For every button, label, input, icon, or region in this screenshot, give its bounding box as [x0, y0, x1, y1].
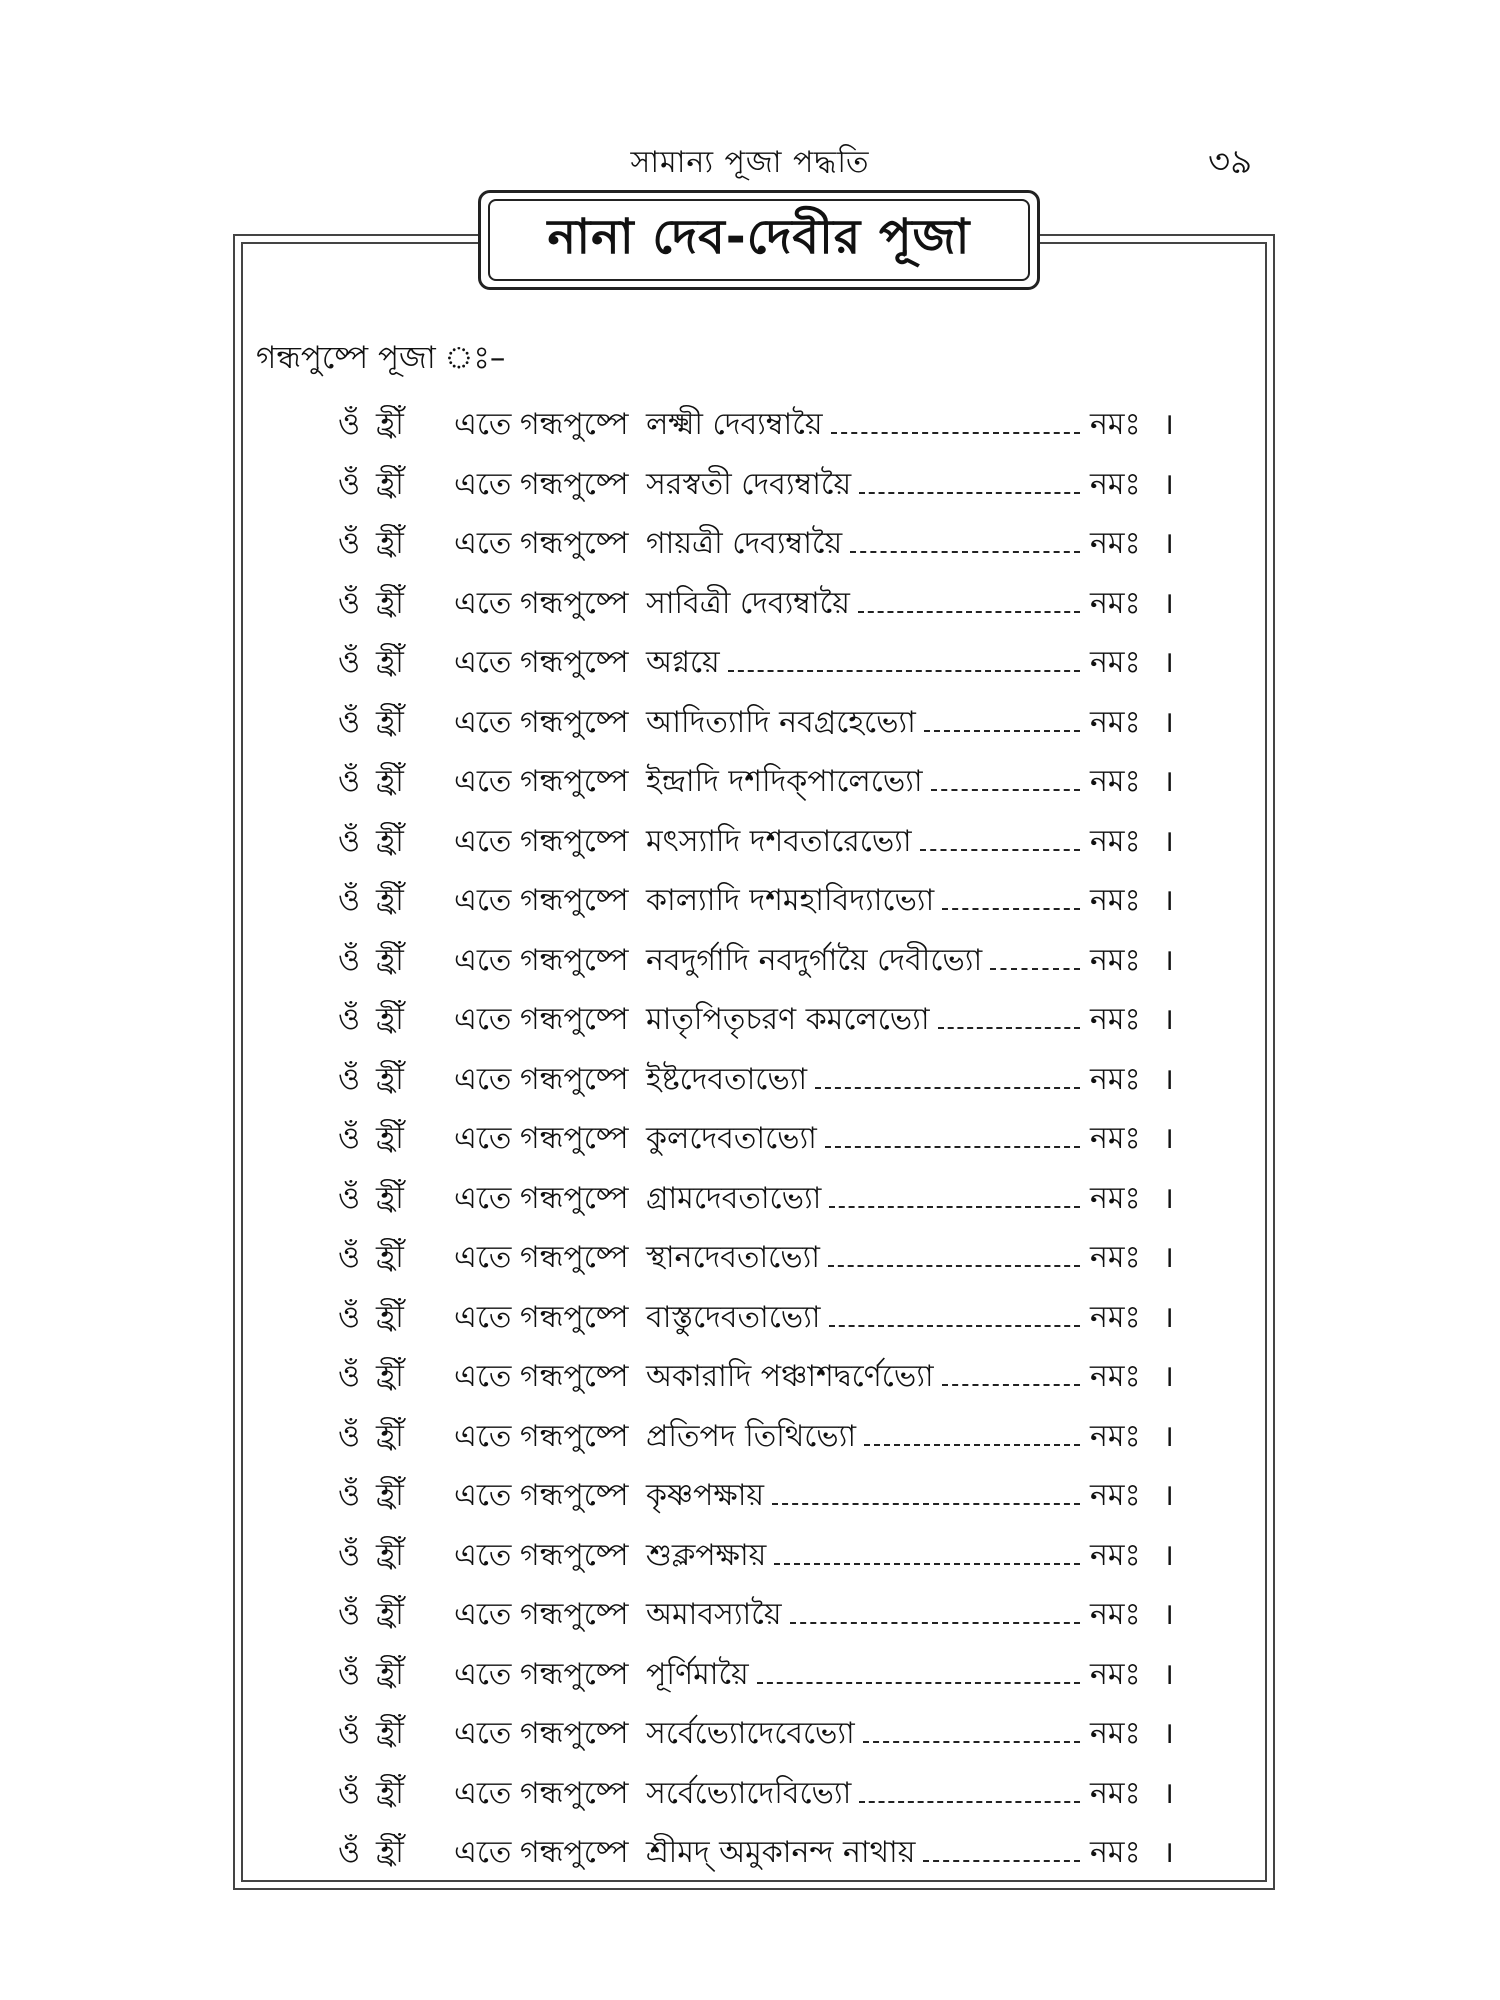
dotted-leader — [931, 789, 1080, 791]
mantra-om: ওঁ — [338, 1835, 361, 1870]
mantra-seed-syllable: হ্রীঁ — [376, 1656, 404, 1692]
mantra-seed-syllable: হ্রীঁ — [376, 1180, 404, 1216]
mantra-etat: এতে — [454, 1002, 512, 1037]
mantra-om: ওঁ — [338, 1716, 361, 1751]
mantra-deity: অগ্নয়ে — [646, 645, 720, 680]
mantra-danda: । — [1162, 585, 1174, 621]
mantra-deity: সাবিত্রী দেব্যম্বায়ৈ — [646, 585, 850, 621]
mantra-om: ওঁ — [338, 1061, 361, 1097]
mantra-namah: নমঃ — [1090, 407, 1141, 442]
mantra-om: ওঁ — [338, 764, 361, 799]
dotted-leader — [863, 1741, 1080, 1743]
mantra-offering: গন্ধপুষ্পে — [520, 1002, 629, 1037]
mantra-deity: ইষ্টদেবতাভ্যো — [646, 1061, 808, 1097]
mantra-seed-syllable: হ্রীঁ — [376, 645, 404, 680]
mantra-namah: নমঃ — [1090, 1775, 1141, 1811]
mantra-etat: এতে — [454, 1121, 512, 1156]
mantra-seed-syllable: হ্রীঁ — [376, 407, 404, 442]
dotted-leader — [859, 1801, 1080, 1803]
mantra-deity: কাল্যাদি দশমহাবিদ্যাভ্যো — [646, 883, 935, 918]
mantra-deity: গ্রামদেবতাভ্যো — [646, 1180, 822, 1216]
mantra-seed-syllable: হ্রীঁ — [376, 1061, 404, 1097]
mantra-deity: লক্ষ্মী দেব্যম্বায়ৈ — [646, 407, 823, 442]
mantra-seed-syllable: হ্রীঁ — [376, 1597, 404, 1632]
mantra-seed-syllable: হ্রীঁ — [376, 1121, 404, 1156]
mantra-deity: শুক্লপক্ষায় — [646, 1537, 767, 1573]
dotted-leader — [774, 1563, 1080, 1565]
section-heading: গন্ধপুষ্পে পূজা ঃ– — [256, 340, 506, 376]
mantra-namah: নমঃ — [1090, 1716, 1141, 1751]
mantra-etat: এতে — [454, 883, 512, 918]
mantra-deity: অকারাদি পঞ্চাশদ্বর্ণেভ্যো — [646, 1359, 934, 1394]
mantra-row — [338, 1114, 1174, 1174]
mantra-deity: সর্বেভ্যোদেবেভ্যো — [646, 1716, 855, 1751]
mantra-offering: গন্ধপুষ্পে — [520, 704, 629, 740]
mantra-namah: নমঃ — [1090, 1656, 1141, 1692]
mantra-etat: এতে — [454, 1240, 512, 1275]
mantra-etat: এতে — [454, 1061, 512, 1097]
mantra-om: ওঁ — [338, 1299, 361, 1335]
mantra-danda: । — [1162, 704, 1174, 740]
mantra-etat: এতে — [454, 1597, 512, 1632]
mantra-deity: বাস্তুদেবতাভ্যো — [646, 1299, 821, 1335]
mantra-offering: গন্ধপুষ্পে — [520, 1537, 629, 1573]
mantra-om: ওঁ — [338, 407, 361, 442]
mantra-offering: গন্ধপুষ্পে — [520, 645, 629, 680]
mantra-namah: নমঃ — [1090, 585, 1141, 621]
mantra-etat: এতে — [454, 942, 512, 978]
mantra-namah: নমঃ — [1090, 1478, 1141, 1513]
mantra-etat: এতে — [454, 1359, 512, 1394]
mantra-om: ওঁ — [338, 1418, 361, 1454]
mantra-seed-syllable: হ্রীঁ — [376, 1835, 404, 1870]
mantra-namah: নমঃ — [1090, 1835, 1141, 1870]
mantra-etat: এতে — [454, 1180, 512, 1216]
mantra-row — [338, 936, 1174, 996]
mantra-danda: । — [1162, 1597, 1174, 1632]
mantra-offering: গন্ধপুষ্পে — [520, 1180, 629, 1216]
mantra-namah: নমঃ — [1090, 1002, 1141, 1037]
mantra-offering: গন্ধপুষ্পে — [520, 1418, 629, 1454]
dotted-leader — [829, 1325, 1081, 1327]
mantra-om: ওঁ — [338, 1775, 361, 1811]
mantra-om: ওঁ — [338, 1537, 361, 1573]
mantra-row — [338, 400, 1174, 460]
mantra-etat: এতে — [454, 1775, 512, 1811]
mantra-offering: গন্ধপুষ্পে — [520, 1835, 629, 1870]
mantra-etat: এতে — [454, 1537, 512, 1573]
title-box — [488, 199, 1030, 281]
mantra-deity: অমাবস্যায়ৈ — [646, 1597, 782, 1632]
mantra-row — [338, 579, 1174, 639]
running-head: সামান্য পূজা পদ্ধতি — [630, 145, 870, 180]
dotted-leader — [831, 432, 1080, 434]
mantra-row — [338, 1471, 1174, 1531]
mantra-list — [338, 400, 1174, 1888]
mantra-om: ওঁ — [338, 585, 361, 621]
mantra-etat: এতে — [454, 1299, 512, 1335]
mantra-om: ওঁ — [338, 526, 361, 561]
mantra-namah: নমঃ — [1090, 1299, 1141, 1335]
mantra-deity: মৎস্যাদি দশবতারেভ্যো — [646, 823, 912, 859]
mantra-offering: গন্ধপুষ্পে — [520, 764, 629, 799]
mantra-seed-syllable: হ্রীঁ — [376, 704, 404, 740]
mantra-seed-syllable: হ্রীঁ — [376, 1478, 404, 1513]
mantra-danda: । — [1162, 645, 1174, 680]
mantra-danda: । — [1162, 1656, 1174, 1692]
mantra-deity: গায়ত্রী দেব্যম্বায়ৈ — [646, 526, 843, 561]
dotted-leader — [772, 1503, 1080, 1505]
mantra-danda: । — [1162, 823, 1174, 859]
mantra-deity: সর্বেভ্যোদেবিভ্যো — [646, 1775, 852, 1811]
mantra-etat: এতে — [454, 823, 512, 859]
dotted-leader — [858, 611, 1080, 613]
mantra-row — [338, 1590, 1174, 1650]
mantra-row — [338, 1352, 1174, 1412]
mantra-etat: এতে — [454, 466, 512, 502]
mantra-danda: । — [1162, 1240, 1174, 1275]
mantra-seed-syllable: হ্রীঁ — [376, 942, 404, 978]
mantra-offering: গন্ধপুষ্পে — [520, 1478, 629, 1513]
dotted-leader — [728, 670, 1080, 672]
mantra-row — [338, 995, 1174, 1055]
mantra-seed-syllable: হ্রীঁ — [376, 1537, 404, 1573]
mantra-etat: এতে — [454, 585, 512, 621]
mantra-seed-syllable: হ্রীঁ — [376, 1359, 404, 1394]
mantra-namah: নমঃ — [1090, 1240, 1141, 1275]
mantra-namah: নমঃ — [1090, 1418, 1141, 1454]
mantra-danda: । — [1162, 1478, 1174, 1513]
mantra-etat: এতে — [454, 645, 512, 680]
mantra-danda: । — [1162, 942, 1174, 978]
mantra-seed-syllable: হ্রীঁ — [376, 1002, 404, 1037]
mantra-namah: নমঃ — [1090, 764, 1141, 799]
mantra-row — [338, 1293, 1174, 1353]
mantra-danda: । — [1162, 1359, 1174, 1394]
mantra-namah: নমঃ — [1090, 1121, 1141, 1156]
mantra-namah: নমঃ — [1090, 883, 1141, 918]
mantra-etat: এতে — [454, 1418, 512, 1454]
mantra-row — [338, 757, 1174, 817]
mantra-danda: । — [1162, 1002, 1174, 1037]
mantra-namah: নমঃ — [1090, 1359, 1141, 1394]
mantra-etat: এতে — [454, 1656, 512, 1692]
mantra-namah: নমঃ — [1090, 704, 1141, 740]
mantra-row — [338, 1174, 1174, 1234]
mantra-danda: । — [1162, 1299, 1174, 1335]
mantra-etat: এতে — [454, 704, 512, 740]
mantra-seed-syllable: হ্রীঁ — [376, 466, 404, 502]
mantra-danda: । — [1162, 1418, 1174, 1454]
mantra-danda: । — [1162, 1835, 1174, 1870]
mantra-offering: গন্ধপুষ্পে — [520, 1716, 629, 1751]
mantra-row — [338, 460, 1174, 520]
mantra-deity: মাতৃপিতৃচরণ কমলেভ্যো — [646, 1002, 930, 1037]
mantra-etat: এতে — [454, 1716, 512, 1751]
mantra-etat: এতে — [454, 407, 512, 442]
mantra-om: ওঁ — [338, 1597, 361, 1632]
mantra-deity: ইন্দ্রাদি দশদিক্‌পালেভ্যো — [646, 764, 923, 799]
mantra-etat: এতে — [454, 526, 512, 561]
dotted-leader — [920, 849, 1080, 851]
dotted-leader — [757, 1682, 1080, 1684]
mantra-seed-syllable: হ্রীঁ — [376, 883, 404, 918]
dotted-leader — [859, 492, 1080, 494]
mantra-namah: নমঃ — [1090, 1180, 1141, 1216]
dotted-leader — [864, 1444, 1080, 1446]
mantra-om: ওঁ — [338, 704, 361, 740]
mantra-seed-syllable: হ্রীঁ — [376, 1716, 404, 1751]
dotted-leader — [942, 908, 1080, 910]
mantra-row — [338, 519, 1174, 579]
mantra-deity: নবদুর্গাদি নবদুর্গায়ৈ দেবীভ্যো — [646, 942, 983, 978]
mantra-row — [338, 876, 1174, 936]
mantra-om: ওঁ — [338, 1359, 361, 1394]
mantra-offering: গন্ধপুষ্পে — [520, 407, 629, 442]
mantra-seed-syllable: হ্রীঁ — [376, 526, 404, 561]
mantra-danda: । — [1162, 1180, 1174, 1216]
mantra-seed-syllable: হ্রীঁ — [376, 1775, 404, 1811]
mantra-om: ওঁ — [338, 1656, 361, 1692]
mantra-offering: গন্ধপুষ্পে — [520, 1597, 629, 1632]
mantra-danda: । — [1162, 883, 1174, 918]
mantra-offering: গন্ধপুষ্পে — [520, 883, 629, 918]
mantra-namah: নমঃ — [1090, 1597, 1141, 1632]
mantra-row — [338, 698, 1174, 758]
mantra-seed-syllable: হ্রীঁ — [376, 1418, 404, 1454]
mantra-row — [338, 817, 1174, 877]
mantra-namah: নমঃ — [1090, 466, 1141, 502]
page-title: নানা দেব-দেবীর পূজা — [547, 208, 971, 265]
mantra-om: ওঁ — [338, 1180, 361, 1216]
mantra-danda: । — [1162, 1121, 1174, 1156]
mantra-danda: । — [1162, 526, 1174, 561]
mantra-deity: পূর্ণিমায়ৈ — [646, 1656, 749, 1692]
mantra-etat: এতে — [454, 764, 512, 799]
mantra-deity: শ্রীমদ্‌ অমুকানন্দ নাথায় — [646, 1835, 916, 1870]
mantra-deity: স্থানদেবতাভ্যো — [646, 1240, 820, 1275]
mantra-om: ওঁ — [338, 1121, 361, 1156]
mantra-offering: গন্ধপুষ্পে — [520, 1656, 629, 1692]
dotted-leader — [828, 1265, 1080, 1267]
mantra-row — [338, 1055, 1174, 1115]
mantra-seed-syllable: হ্রীঁ — [376, 823, 404, 859]
mantra-danda: । — [1162, 1061, 1174, 1097]
dotted-leader — [938, 1027, 1080, 1029]
mantra-row — [338, 1769, 1174, 1829]
dotted-leader — [924, 730, 1080, 732]
mantra-offering: গন্ধপুষ্পে — [520, 526, 629, 561]
mantra-danda: । — [1162, 466, 1174, 502]
mantra-row — [338, 1233, 1174, 1293]
dotted-leader — [850, 551, 1080, 553]
mantra-seed-syllable: হ্রীঁ — [376, 1299, 404, 1335]
mantra-danda: । — [1162, 1716, 1174, 1751]
page-number: ৩৯ — [1208, 142, 1253, 182]
dotted-leader — [990, 968, 1080, 970]
mantra-danda: । — [1162, 764, 1174, 799]
mantra-etat: এতে — [454, 1835, 512, 1870]
mantra-om: ওঁ — [338, 883, 361, 918]
dotted-leader — [829, 1206, 1080, 1208]
mantra-offering: গন্ধপুষ্পে — [520, 466, 629, 502]
mantra-danda: । — [1162, 1775, 1174, 1811]
mantra-deity: কৃষ্ণপক্ষায় — [646, 1478, 765, 1513]
mantra-seed-syllable: হ্রীঁ — [376, 585, 404, 621]
mantra-om: ওঁ — [338, 1002, 361, 1037]
dotted-leader — [815, 1087, 1080, 1089]
mantra-offering: গন্ধপুষ্পে — [520, 585, 629, 621]
mantra-om: ওঁ — [338, 942, 361, 978]
mantra-offering: গন্ধপুষ্পে — [520, 1775, 629, 1811]
mantra-om: ওঁ — [338, 1240, 361, 1275]
mantra-namah: নমঃ — [1090, 1537, 1141, 1573]
mantra-namah: নমঃ — [1090, 1061, 1141, 1097]
mantra-deity: কুলদেবতাভ্যো — [646, 1121, 817, 1156]
mantra-row — [338, 1828, 1174, 1888]
mantra-offering: গন্ধপুষ্পে — [520, 1359, 629, 1394]
mantra-row — [338, 1412, 1174, 1472]
mantra-om: ওঁ — [338, 1478, 361, 1513]
mantra-offering: গন্ধপুষ্পে — [520, 942, 629, 978]
mantra-seed-syllable: হ্রীঁ — [376, 1240, 404, 1275]
mantra-etat: এতে — [454, 1478, 512, 1513]
mantra-deity: সরস্বতী দেব্যম্বায়ৈ — [646, 466, 852, 502]
mantra-offering: গন্ধপুষ্পে — [520, 823, 629, 859]
mantra-namah: নমঃ — [1090, 645, 1141, 680]
dotted-leader — [825, 1146, 1080, 1148]
mantra-row — [338, 1531, 1174, 1591]
mantra-danda: । — [1162, 1537, 1174, 1573]
mantra-row — [338, 638, 1174, 698]
mantra-namah: নমঃ — [1090, 526, 1141, 561]
mantra-row — [338, 1709, 1174, 1769]
dotted-leader — [923, 1860, 1080, 1862]
mantra-deity: আদিত্যাদি নবগ্রহেভ্যো — [646, 704, 916, 740]
mantra-offering: গন্ধপুষ্পে — [520, 1299, 629, 1335]
mantra-offering: গন্ধপুষ্পে — [520, 1121, 629, 1156]
mantra-om: ওঁ — [338, 466, 361, 502]
mantra-namah: নমঃ — [1090, 942, 1141, 978]
mantra-deity: প্রতিপদ তিথিভ্যো — [646, 1418, 857, 1454]
mantra-offering: গন্ধপুষ্পে — [520, 1240, 629, 1275]
mantra-row — [338, 1650, 1174, 1710]
mantra-om: ওঁ — [338, 645, 361, 680]
mantra-om: ওঁ — [338, 823, 361, 859]
mantra-danda: । — [1162, 407, 1174, 442]
dotted-leader — [790, 1622, 1080, 1624]
mantra-offering: গন্ধপুষ্পে — [520, 1061, 629, 1097]
mantra-namah: নমঃ — [1090, 823, 1141, 859]
mantra-seed-syllable: হ্রীঁ — [376, 764, 404, 799]
dotted-leader — [942, 1384, 1080, 1386]
